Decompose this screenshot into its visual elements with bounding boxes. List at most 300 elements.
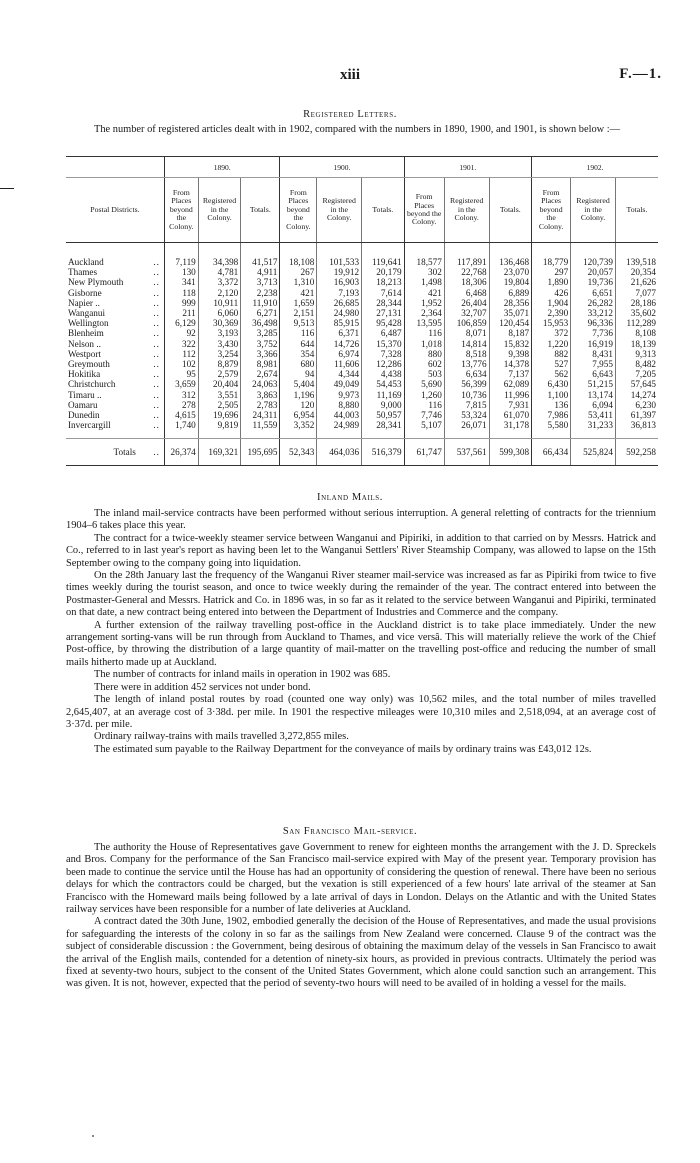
registered-letters-table [66,156,658,466]
paragraph: On the 28th January last the frequency of the Wanganui River steamer mail-service was increased as far as Pipiriki from twice to five times weekly during the tourist season, and once to twice weekly during the remainder of the year. The contract entered into between the Postmaster-General and Messrs. Hatrick and Co. in 1896 was, in so far as it related to the service between Wanganui and Pipiriki, terminated on that date, a new contract being entered into between the Department of Industries and Commerce and the company. [66,570,656,619]
table-row [66,420,658,439]
registered-in-colony-header: Registered in the Colony. [198,178,241,243]
total-cell: 525,824 [571,439,616,466]
value-cell: 9,819 [198,420,241,439]
value-cell: 120,454 [489,318,532,328]
district-cell [66,400,164,410]
year-header-row [66,157,658,178]
san-francisco-body [66,842,656,991]
value-cell: 61,397 [615,410,658,420]
value-cell: 14,726 [317,339,362,349]
value-cell: 23,070 [489,267,532,277]
value-cell: 4,615 [164,410,198,420]
column-header-row [66,178,658,243]
leader-dots: .. [153,348,160,359]
value-cell: 1,310 [280,277,317,287]
district-name: Thames [68,267,98,278]
value-cell: 527 [532,359,571,369]
value-cell: 312 [164,390,198,400]
paragraph: There were in addition 452 services not under bond. [94,681,311,693]
value-cell: 35,602 [615,308,658,318]
value-cell: 34,398 [198,243,241,268]
table-row [66,277,658,287]
value-cell: 116 [404,328,444,338]
value-cell: 130 [164,267,198,277]
total-cell: 592,258 [615,439,658,466]
value-cell: 3,713 [241,277,280,287]
value-cell: 18,139 [615,339,658,349]
district-cell [66,318,164,328]
value-cell: 16,919 [571,339,616,349]
totals-header: Totals. [362,178,405,243]
value-cell: 3,285 [241,328,280,338]
value-cell: 35,071 [489,308,532,318]
value-cell: 6,271 [241,308,280,318]
table-row [66,308,658,318]
totals-header: Totals. [489,178,532,243]
value-cell: 18,577 [404,243,444,268]
value-cell: 117,891 [444,243,489,268]
value-cell: 30,369 [198,318,241,328]
value-cell: 6,129 [164,318,198,328]
value-cell: 1,100 [532,390,571,400]
value-cell: 1,196 [280,390,317,400]
year-header: 1902. [532,157,658,178]
value-cell: 19,912 [317,267,362,277]
value-cell: 19,696 [198,410,241,420]
value-cell: 95 [164,369,198,379]
value-cell: 3,193 [198,328,241,338]
value-cell: 102 [164,359,198,369]
value-cell: 41,517 [241,243,280,268]
paragraph: A contract dated the 30th June, 1902, embodied generally the decision of the House of Representatives, and made the usual provisions for safeguarding the interests of the colony in so far as the sailings from New Zealand were concerned. Clause 9 of the contract was the subject of considerable discussion : the Government, being desirous of obtaining the maximum delay of the vessels in San Francisco to await the arrival of the English mails, contended for a detention of ninety-six hours, as provided in previous contracts. Ultimately the period was fixed at seventy-two hours, subject to the consent of the United States Government, which alone could sanction such an arrangement. This was given. It is not, however, expected that the period of seventy-two hours will need to be availed of in holding a vessel for the mails. [66,916,656,990]
value-cell: 8,431 [571,349,616,359]
value-cell: 2,579 [198,369,241,379]
district-cell [66,349,164,359]
value-cell: 6,430 [532,379,571,389]
value-cell: 11,606 [317,359,362,369]
parliamentary-reference: F.—1. [619,66,662,82]
value-cell: 267 [280,267,317,277]
value-cell: 20,354 [615,267,658,277]
value-cell: 8,518 [444,349,489,359]
leader-dots: .. [153,379,160,390]
value-cell: 14,378 [489,359,532,369]
value-cell: 5,690 [404,379,444,389]
value-cell: 28,186 [615,298,658,308]
value-cell: 1,740 [164,420,198,439]
district-name: New Plymouth [68,277,124,288]
value-cell: 31,233 [571,420,616,439]
value-cell: 28,341 [362,420,405,439]
value-cell: 421 [404,288,444,298]
value-cell: 6,230 [615,400,658,410]
district-name: Invercargill [68,420,111,431]
value-cell: 21,626 [615,277,658,287]
value-cell: 7,193 [317,288,362,298]
table-row [66,349,658,359]
table-body [66,243,658,439]
stray-mark [92,1135,94,1137]
district-cell [66,410,164,420]
total-cell: 169,321 [198,439,241,466]
total-cell: 537,561 [444,439,489,466]
value-cell: 6,974 [317,349,362,359]
paragraph: The estimated sum payable to the Railway Department for the conveyance of mails by ordinary trains was £43,012 12s. [94,743,592,755]
value-cell: 18,306 [444,277,489,287]
totals-label [66,439,164,466]
value-cell: 354 [280,349,317,359]
value-cell: 2,505 [198,400,241,410]
value-cell: 95,428 [362,318,405,328]
table-row [66,390,658,400]
district-name: Blenheim [68,328,104,339]
value-cell: 10,736 [444,390,489,400]
value-cell: 9,973 [317,390,362,400]
district-name: Greymouth [68,359,110,370]
value-cell: 3,551 [198,390,241,400]
table-row [66,369,658,379]
value-cell: 139,518 [615,243,658,268]
value-cell: 8,879 [198,359,241,369]
district-name: Napier .. [68,297,100,308]
total-cell: 66,434 [532,439,571,466]
value-cell: 118 [164,288,198,298]
value-cell: 49,049 [317,379,362,389]
value-cell: 3,372 [198,277,241,287]
district-cell [66,298,164,308]
district-cell [66,339,164,349]
value-cell: 3,254 [198,349,241,359]
value-cell: 15,953 [532,318,571,328]
registered-letters-intro [66,124,656,136]
value-cell: 11,559 [241,420,280,439]
table-row [66,400,658,410]
table-row [66,318,658,328]
value-cell: 7,815 [444,400,489,410]
value-cell: 33,212 [571,308,616,318]
value-cell: 15,832 [489,339,532,349]
value-cell: 44,003 [317,410,362,420]
leader-dots: .. [153,359,160,370]
year-header: 1901. [404,157,532,178]
district-name: Wellington [68,318,109,329]
paragraph: The authority the House of Representatives gave Government to renew for eighteen months the arrangement with the J. D. Spreckels and Bros. Company for the performance of the San Francisco mail-service expired with May of the present year. Temporary provision has been made to continue the service until the House has had an opportunity of considering the question of renewal. There have been no serious delays for which the contractors could be charged, but the vexation is still experienced of a few hours' late arrival of the steamer at San Francisco with the Homeward mails being followed by a late arrival of days in London. Delays on the Atlantic and with the United States railway services have been responsible for a number of late deliveries at Auckland. [66,842,656,916]
district-name: Westport [68,348,101,359]
table-row [66,339,658,349]
value-cell: 7,205 [615,369,658,379]
table-row [66,267,658,277]
leader-dots: .. [153,447,160,458]
value-cell: 372 [532,328,571,338]
value-cell: 297 [532,267,571,277]
value-cell: 8,880 [317,400,362,410]
value-cell: 36,498 [241,318,280,328]
leader-dots: .. [153,267,160,278]
district-name: Nelson .. [68,338,101,349]
margin-mark [0,188,14,189]
value-cell: 1,890 [532,277,571,287]
value-cell: 6,468 [444,288,489,298]
value-cell: 11,996 [489,390,532,400]
value-cell: 6,889 [489,288,532,298]
total-cell: 599,308 [489,439,532,466]
value-cell: 4,781 [198,267,241,277]
value-cell: 36,813 [615,420,658,439]
paragraph: The number of contracts for inland mails in operation in 1902 was 685. [94,669,391,681]
value-cell: 1,659 [280,298,317,308]
value-cell: 3,752 [241,339,280,349]
value-cell: 7,931 [489,400,532,410]
paragraph: The length of inland postal routes by road (counted one way only) was 10,562 miles, and the total number of miles travelled 2,645,407, at an average cost of 3·38d. per mile. In 1901 the respective mileages were 10,310 miles and 2,518,094, at an average cost of 3·37d. per mile. [66,694,656,730]
leader-dots: .. [153,287,160,298]
value-cell: 882 [532,349,571,359]
value-cell: 62,089 [489,379,532,389]
value-cell: 11,910 [241,298,280,308]
district-name: Dunedin [68,410,100,421]
value-cell: 1,952 [404,298,444,308]
value-cell: 26,282 [571,298,616,308]
value-cell: 26,404 [444,298,489,308]
district-cell [66,379,164,389]
district-cell [66,288,164,298]
value-cell: 13,776 [444,359,489,369]
value-cell: 18,779 [532,243,571,268]
value-cell: 1,904 [532,298,571,308]
paragraph: Ordinary railway-trains with mails travelled 3,272,855 miles. [94,731,349,743]
value-cell: 5,107 [404,420,444,439]
beyond-colony-header: From Places beyond the Colony. [404,178,444,243]
value-cell: 61,070 [489,410,532,420]
value-cell: 302 [404,267,444,277]
leader-dots: .. [153,420,160,431]
inland-mails-title: Inland Mails. [317,492,383,503]
value-cell: 50,957 [362,410,405,420]
totals-header: Totals. [615,178,658,243]
beyond-colony-header: From Places beyond the Colony. [532,178,571,243]
value-cell: 28,356 [489,298,532,308]
leader-dots: .. [153,338,160,349]
value-cell: 136,468 [489,243,532,268]
year-header: 1900. [280,157,404,178]
value-cell: 7,614 [362,288,405,298]
value-cell: 24,989 [317,420,362,439]
totals-header: Totals. [241,178,280,243]
leader-dots: .. [153,389,160,400]
value-cell: 8,108 [615,328,658,338]
district-name: Christchurch [68,379,116,390]
district-name: Timaru .. [68,389,102,400]
totals-label-text: Totals [113,447,136,458]
value-cell: 7,736 [571,328,616,338]
value-cell: 26,071 [444,420,489,439]
total-cell: 61,747 [404,439,444,466]
value-cell: 94 [280,369,317,379]
district-cell [66,369,164,379]
value-cell: 24,063 [241,379,280,389]
district-cell [66,267,164,277]
value-cell: 6,371 [317,328,362,338]
value-cell: 1,260 [404,390,444,400]
value-cell: 16,903 [317,277,362,287]
value-cell: 3,366 [241,349,280,359]
value-cell: 7,077 [615,288,658,298]
value-cell: 8,482 [615,359,658,369]
value-cell: 6,643 [571,369,616,379]
value-cell: 24,980 [317,308,362,318]
value-cell: 6,094 [571,400,616,410]
value-cell: 12,286 [362,359,405,369]
table-row [66,328,658,338]
registered-in-colony-header: Registered in the Colony. [571,178,616,243]
value-cell: 22,768 [444,267,489,277]
value-cell: 54,453 [362,379,405,389]
value-cell: 3,430 [198,339,241,349]
value-cell: 19,736 [571,277,616,287]
leader-dots: .. [153,369,160,380]
district-name: Hokitika [68,369,101,380]
value-cell: 3,659 [164,379,198,389]
total-cell: 26,374 [164,439,198,466]
value-cell: 13,595 [404,318,444,328]
district-cell [66,390,164,400]
value-cell: 322 [164,339,198,349]
value-cell: 8,071 [444,328,489,338]
district-cell [66,328,164,338]
district-header-blank [66,157,164,178]
leader-dots: .. [153,297,160,308]
value-cell: 10,911 [198,298,241,308]
value-cell: 2,783 [241,400,280,410]
value-cell: 426 [532,288,571,298]
value-cell: 18,213 [362,277,405,287]
totals-row [66,439,658,466]
district-cell [66,359,164,369]
value-cell: 211 [164,308,198,318]
total-cell: 516,379 [362,439,405,466]
table-row [66,379,658,389]
value-cell: 1,220 [532,339,571,349]
table-row [66,288,658,298]
value-cell: 503 [404,369,444,379]
leader-dots: .. [153,410,160,421]
value-cell: 3,863 [241,390,280,400]
district-name: Wanganui [68,308,106,319]
value-cell: 5,404 [280,379,317,389]
value-cell: 6,651 [571,288,616,298]
value-cell: 20,057 [571,267,616,277]
district-name: Gisborne [68,287,102,298]
value-cell: 7,328 [362,349,405,359]
value-cell: 6,954 [280,410,317,420]
value-cell: 101,533 [317,243,362,268]
value-cell: 96,336 [571,318,616,328]
value-cell: 7,746 [404,410,444,420]
value-cell: 562 [532,369,571,379]
value-cell: 7,137 [489,369,532,379]
leader-dots: .. [153,308,160,319]
value-cell: 7,955 [571,359,616,369]
value-cell: 14,814 [444,339,489,349]
value-cell: 26,685 [317,298,362,308]
value-cell: 136 [532,400,571,410]
district-cell [66,420,164,439]
value-cell: 92 [164,328,198,338]
value-cell: 14,274 [615,390,658,400]
value-cell: 15,370 [362,339,405,349]
value-cell: 2,151 [280,308,317,318]
value-cell: 680 [280,359,317,369]
paragraph: The contract for a twice-weekly steamer service between Wanganui and Pipiriki, in addition to that carried on by Messrs. Hatrick and Co., referred to in last year's report as having been let to the Wanganui Settlers' River Steamship Company, was allowed to lapse on the 15th September owing to the company going into liquidation. [66,532,656,569]
registered-in-colony-header: Registered in the Colony. [444,178,489,243]
leader-dots: .. [153,318,160,329]
value-cell: 112 [164,349,198,359]
total-cell: 195,695 [241,439,280,466]
value-cell: 18,108 [280,243,317,268]
table-row [66,359,658,369]
leader-dots: .. [153,257,160,267]
value-cell: 27,131 [362,308,405,318]
value-cell: 6,487 [362,328,405,338]
value-cell: 2,390 [532,308,571,318]
table-row [66,298,658,308]
value-cell: 4,438 [362,369,405,379]
value-cell: 278 [164,400,198,410]
total-cell: 464,036 [317,439,362,466]
value-cell: 13,174 [571,390,616,400]
value-cell: 5,580 [532,420,571,439]
value-cell: 1,498 [404,277,444,287]
registered-in-colony-header: Registered in the Colony. [317,178,362,243]
value-cell: 1,018 [404,339,444,349]
district-cell [66,308,164,318]
value-cell: 85,915 [317,318,362,328]
value-cell: 31,178 [489,420,532,439]
value-cell: 120 [280,400,317,410]
table-row [66,243,658,268]
beyond-colony-header: From Places beyond the Colony. [280,178,317,243]
value-cell: 116 [280,328,317,338]
value-cell: 2,674 [241,369,280,379]
value-cell: 53,324 [444,410,489,420]
value-cell: 9,313 [615,349,658,359]
value-cell: 4,344 [317,369,362,379]
value-cell: 4,911 [241,267,280,277]
paragraph: The inland mail-service contracts have been performed without serious interruption. A general reletting of contracts for the triennium 1904–6 takes place this year. [66,508,656,532]
san-francisco-title: San Francisco Mail-service. [282,826,418,837]
postal-districts-header: Postal Districts. [66,178,164,243]
leader-dots: .. [153,277,160,288]
value-cell: 57,645 [615,379,658,389]
value-cell: 8,981 [241,359,280,369]
value-cell: 19,804 [489,277,532,287]
value-cell: 644 [280,339,317,349]
value-cell: 28,344 [362,298,405,308]
value-cell: 32,707 [444,308,489,318]
value-cell: 20,404 [198,379,241,389]
value-cell: 112,289 [615,318,658,328]
page-number: xiii [339,67,360,83]
value-cell: 56,399 [444,379,489,389]
value-cell: 53,411 [571,410,616,420]
leader-dots: .. [153,399,160,410]
inland-mails-body [66,508,656,756]
value-cell: 880 [404,349,444,359]
value-cell: 7,986 [532,410,571,420]
value-cell: 9,513 [280,318,317,328]
value-cell: 3,352 [280,420,317,439]
value-cell: 120,739 [571,243,616,268]
